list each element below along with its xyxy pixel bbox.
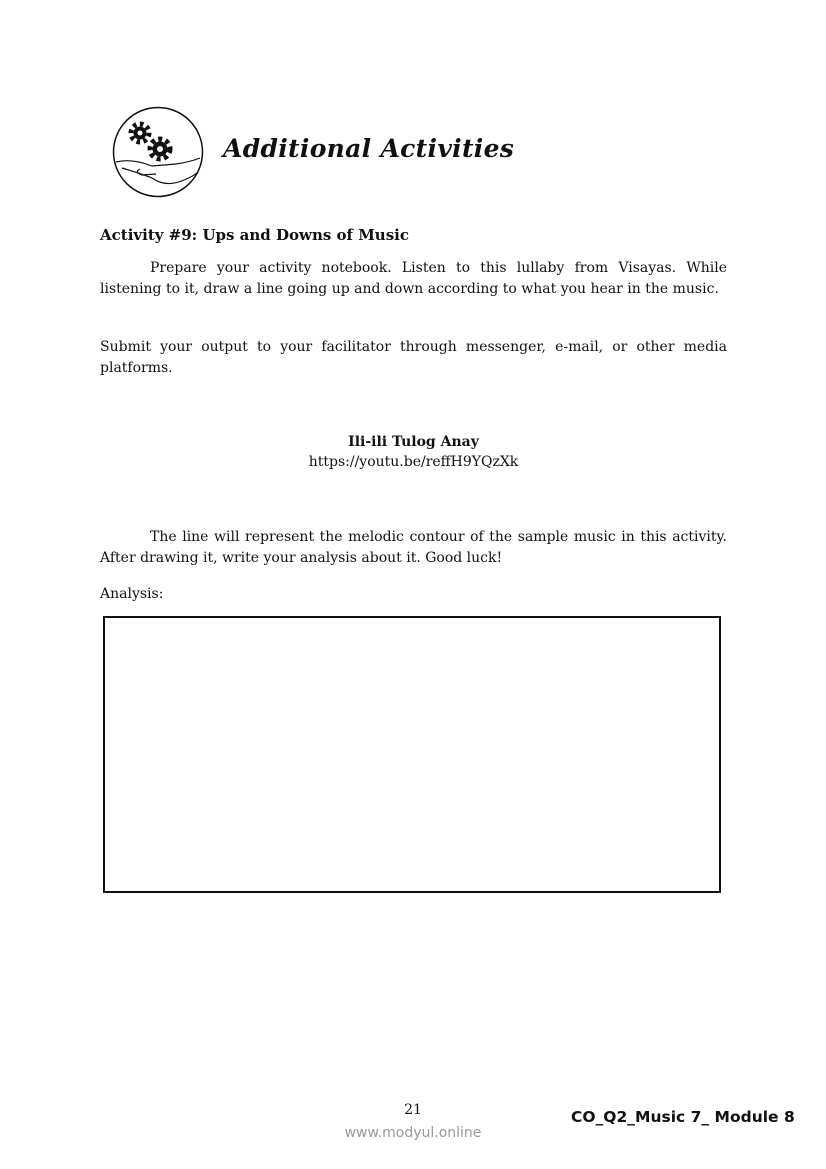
song-link[interactable]: https://youtu.be/reffH9YQzXk <box>308 454 519 470</box>
analysis-answer-box[interactable] <box>103 616 721 893</box>
song-reference <box>100 432 727 472</box>
submission-paragraph: Submit your output to your facilitator through messenger, e-mail, or other media platforms. <box>100 339 727 376</box>
activity-title: Activity #9: Ups and Downs of Music <box>100 226 409 244</box>
analysis-label: Analysis: <box>100 586 164 602</box>
contour-paragraph: The line will represent the melodic contour of the sample music in this activity. After drawing it, write your analysis about it. Good luck! <box>100 529 727 566</box>
section-title: Additional Activities <box>223 134 515 163</box>
watermark: www.modyul.online <box>344 1125 482 1141</box>
instruction-paragraph: Prepare your activity notebook. Listen to this lullaby from Visayas. While listening to it, draw a line going up and down according to what you hear in the music. <box>100 260 727 297</box>
song-title: Ili-ili Tulog Anay <box>348 434 479 450</box>
page-number: 21 <box>404 1102 422 1118</box>
module-code: CO_Q2_Music 7_ Module 8 <box>571 1108 795 1126</box>
gears-in-hand-icon <box>112 106 204 198</box>
